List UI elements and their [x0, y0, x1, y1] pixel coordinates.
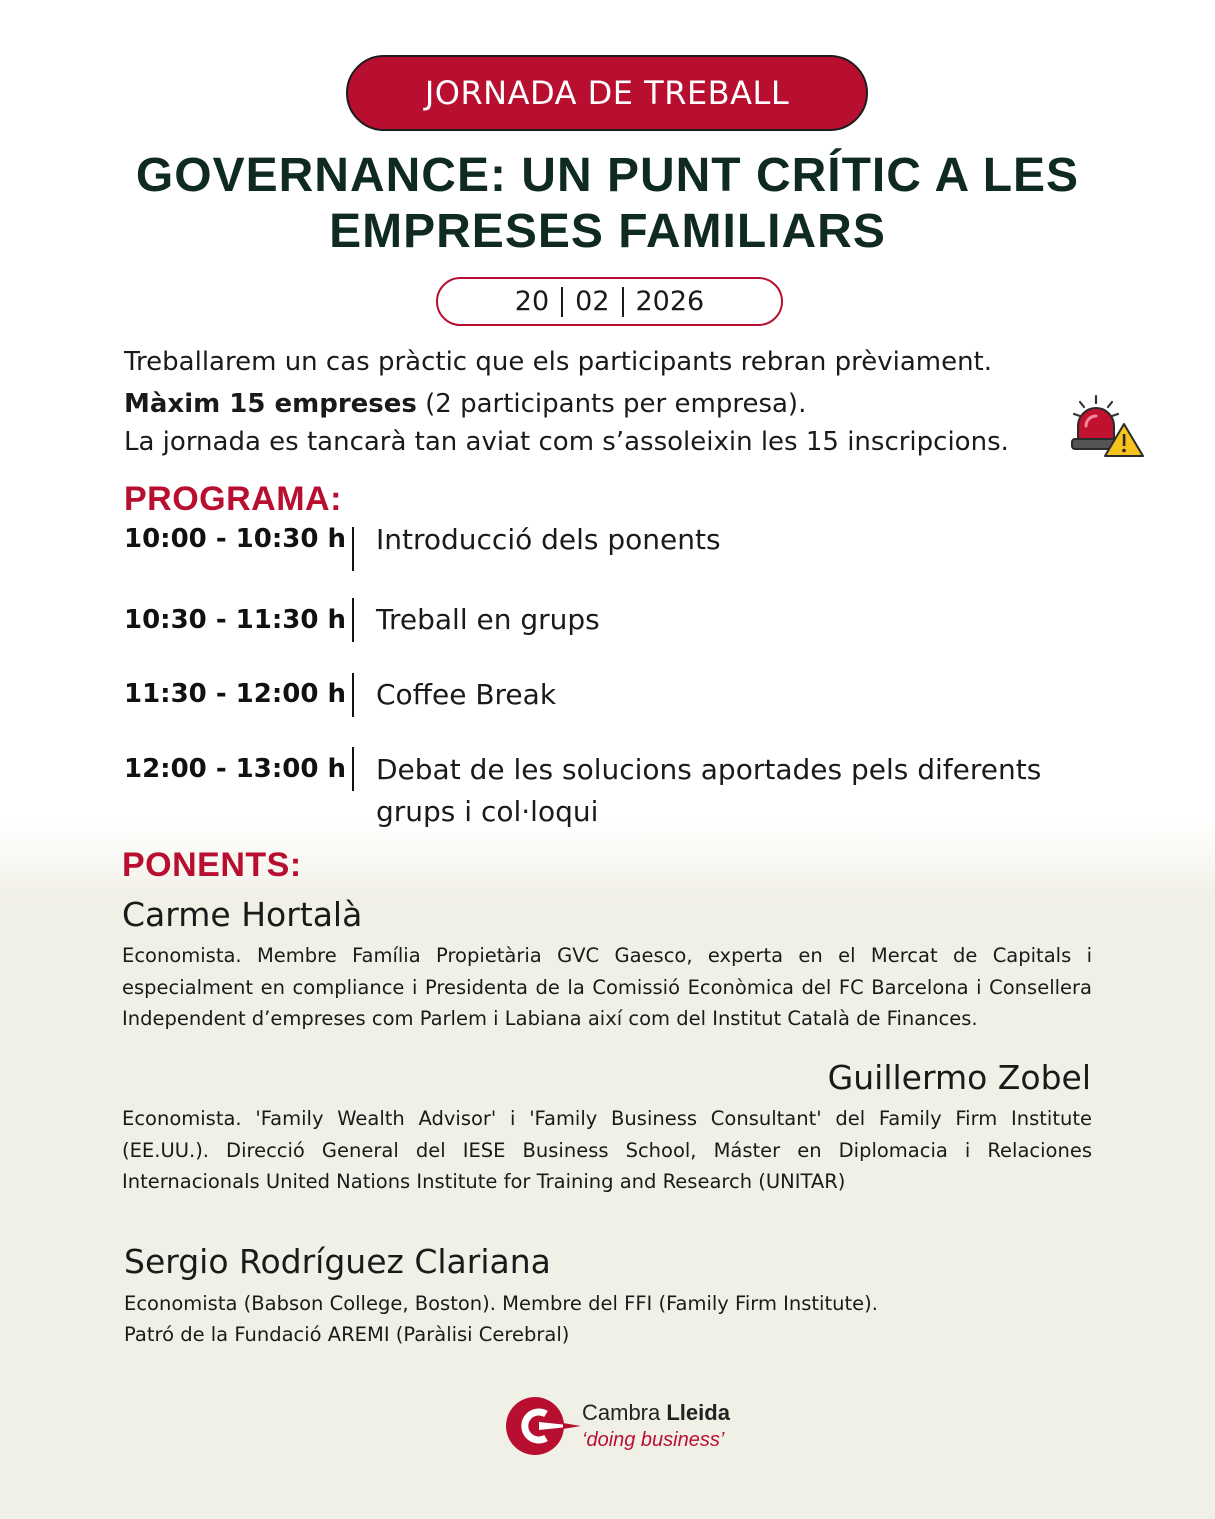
- event-type-badge: JORNADA DE TREBALL: [346, 55, 868, 131]
- program-activity-4: Debat de les solucions aportades pels diferents grups i col·loqui: [376, 753, 1042, 828]
- event-date: [436, 277, 783, 326]
- programa-heading: PROGRAMA:: [124, 480, 342, 518]
- speaker-bio-1: Economista. Membre Família Propietària GVC Gaesco, experta en el Mercat de Capitals i especialment en compliance i Presidenta de la Comissió Econòmica del FC Barcelona i Consellera Independent d’empreses com Parlem i Labiana així com del Institut Català de Finances.: [122, 944, 1092, 1030]
- title-line-1: GOVERNANCE: UN PUNT CRÍTIC A LES: [135, 149, 1080, 202]
- intro-line-2: [124, 389, 806, 419]
- intro-line-1: Treballarem un cas pràctic que els participants rebran prèviament.: [124, 347, 993, 377]
- program-time-2: 10:30 - 11:30 h: [124, 605, 346, 635]
- date-separator: [561, 287, 563, 317]
- logo-tagline: ‘doing business’: [582, 1429, 725, 1451]
- date-separator: [622, 287, 624, 317]
- program-divider: [352, 747, 354, 791]
- program-divider: [352, 673, 354, 717]
- logo-name-bold: Lleida: [666, 1400, 730, 1425]
- page-title: [60, 148, 1155, 260]
- title-line-2: EMPRESES FAMILIARS: [329, 205, 886, 258]
- program-time-1: 10:00 - 10:30 h: [124, 524, 346, 554]
- program-time-4: 12:00 - 13:00 h: [124, 754, 346, 784]
- max-companies-text: Màxim 15 empreses: [124, 389, 417, 419]
- intro-line-3: La jornada es tancarà tan aviat com s’assoleixin les 15 inscripcions.: [124, 427, 1009, 457]
- participants-text: (2 participants per empresa).: [416, 389, 807, 419]
- ponents-heading: PONENTS:: [122, 846, 302, 884]
- program-activity-1: Introducció dels ponents: [376, 523, 721, 556]
- program-activity-3: Coffee Break: [376, 678, 557, 711]
- program-divider: [352, 527, 354, 571]
- program-divider: [352, 598, 354, 642]
- speaker-bio-3-line-1: Economista (Babson College, Boston). Membre del FFI (Family Firm Institute).: [124, 1292, 878, 1315]
- date-month: 02: [575, 286, 610, 317]
- program-activity-2: Treball en grups: [376, 603, 600, 636]
- speaker-bio-2: Economista. 'Family Wealth Advisor' i 'Family Business Consultant' del Family Firm Institute (EE.UU.). Direcció General del IESE Business School, Máster en Diplomacia i Relaciones Internacionals United Nations Institute for Training and Research (UNITAR): [122, 1107, 1092, 1193]
- logo-name-regular: Cambra: [582, 1400, 667, 1425]
- speaker-name-3: Sergio Rodríguez Clariana: [124, 1242, 551, 1281]
- speaker-bio-3-line-2: Patró de la Fundació AREMI (Paràlisi Cerebral): [124, 1323, 570, 1346]
- speaker-name-1: Carme Hortalà: [122, 895, 363, 934]
- program-time-3: 11:30 - 12:00 h: [124, 679, 346, 709]
- siren-warning-icon: [1066, 392, 1146, 464]
- logo-name: [582, 1400, 730, 1426]
- cambra-lleida-logo-icon: [505, 1395, 583, 1457]
- speaker-name-2: Guillermo Zobel: [827, 1058, 1091, 1097]
- date-day: 20: [514, 286, 550, 317]
- date-year: 2026: [635, 286, 705, 317]
